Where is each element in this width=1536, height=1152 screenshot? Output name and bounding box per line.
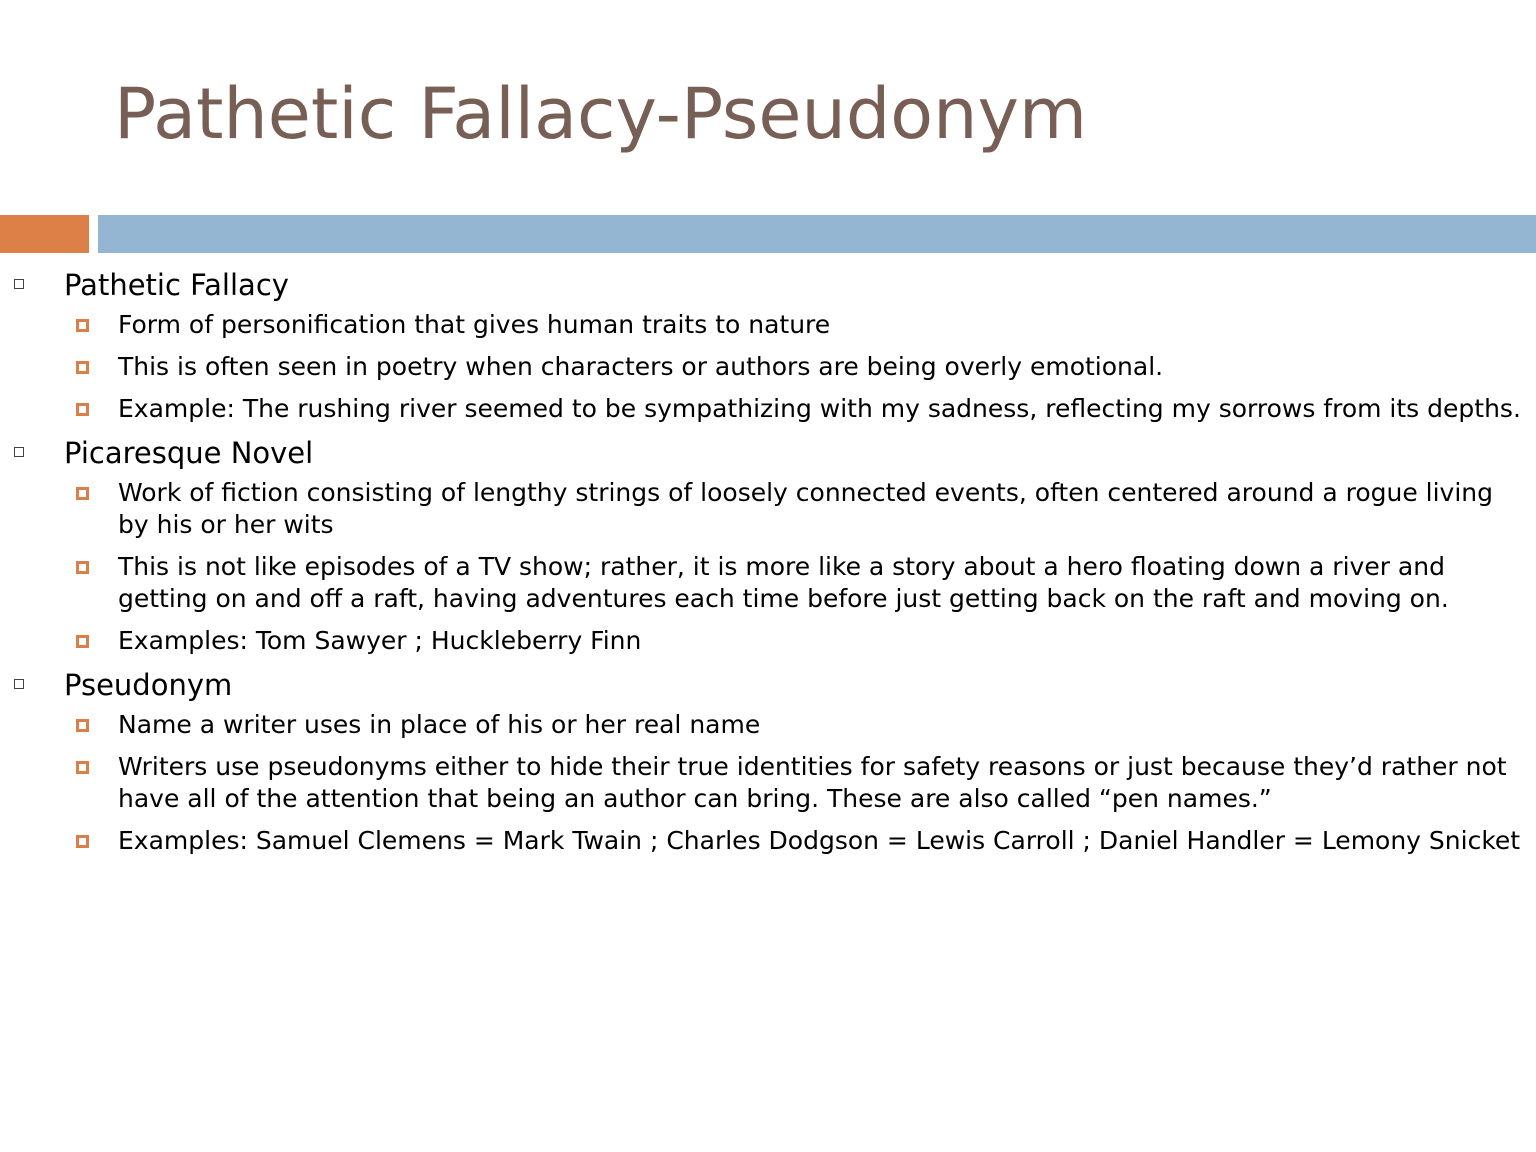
square-bullet-icon: [76, 719, 89, 732]
list-item: [0, 309, 1536, 341]
section-heading: [0, 435, 1536, 471]
heading-text: Picaresque Novel: [64, 436, 314, 470]
bullet-text: Example: The rushing river seemed to be sympathizing with my sadness, reflecting my sorrows from its depths.: [118, 394, 1521, 423]
section-heading: [0, 267, 1536, 303]
accent-bar: [0, 215, 89, 253]
square-bullet-icon: [76, 319, 89, 332]
bullet-text: Form of personification that gives human traits to nature: [118, 310, 831, 339]
square-bullet-icon: [76, 487, 89, 500]
bullet-text: Name a writer uses in place of his or her real name: [118, 710, 761, 739]
title-divider-bar: [98, 215, 1536, 253]
slide-title: Pathetic Fallacy-Pseudonym: [114, 73, 1088, 155]
bullet-text: Work of fiction consisting of lengthy strings of loosely connected events, often centered around a rogue living by his or her wits: [118, 478, 1494, 539]
bullet-text: Examples: Tom Sawyer ; Huckleberry Finn: [118, 626, 642, 655]
section-pseudonym: [0, 667, 1536, 857]
square-bullet-icon: [76, 361, 89, 374]
list-item: [0, 551, 1536, 615]
square-bullet-icon: [76, 835, 89, 848]
square-bullet-icon: [76, 403, 89, 416]
section-picaresque-novel: [0, 435, 1536, 657]
bullet-text: Examples: Samuel Clemens = Mark Twain ; Charles Dodgson = Lewis Carroll ; Daniel Handler = Lemony Snicket: [118, 826, 1521, 855]
square-bullet-icon: [76, 561, 89, 574]
heading-text: Pathetic Fallacy: [64, 268, 289, 302]
slide-body: [0, 267, 1536, 857]
list-item: [0, 751, 1536, 815]
list-item: [0, 351, 1536, 383]
square-bullet-icon: [14, 447, 24, 457]
list-item: [0, 625, 1536, 657]
list-item: [0, 477, 1536, 541]
square-bullet-icon: [76, 761, 89, 774]
section-pathetic-fallacy: [0, 267, 1536, 425]
heading-text: Pseudonym: [64, 668, 233, 702]
bullet-text: This is often seen in poetry when characters or authors are being overly emotional.: [118, 352, 1164, 381]
list-item: [0, 709, 1536, 741]
square-bullet-icon: [14, 279, 24, 289]
square-bullet-icon: [76, 635, 89, 648]
section-heading: [0, 667, 1536, 703]
list-item: [0, 393, 1536, 425]
bullet-text: This is not like episodes of a TV show; rather, it is more like a story about a hero floating down a river and getting on and off a raft, having adventures each time before just getting back on the raft and moving on.: [118, 552, 1449, 613]
list-item: [0, 825, 1536, 857]
square-bullet-icon: [14, 679, 24, 689]
bullet-text: Writers use pseudonyms either to hide their true identities for safety reasons or just because they’d rather not have all of the attention that being an author can bring. These are also called “pen names.”: [118, 752, 1507, 813]
